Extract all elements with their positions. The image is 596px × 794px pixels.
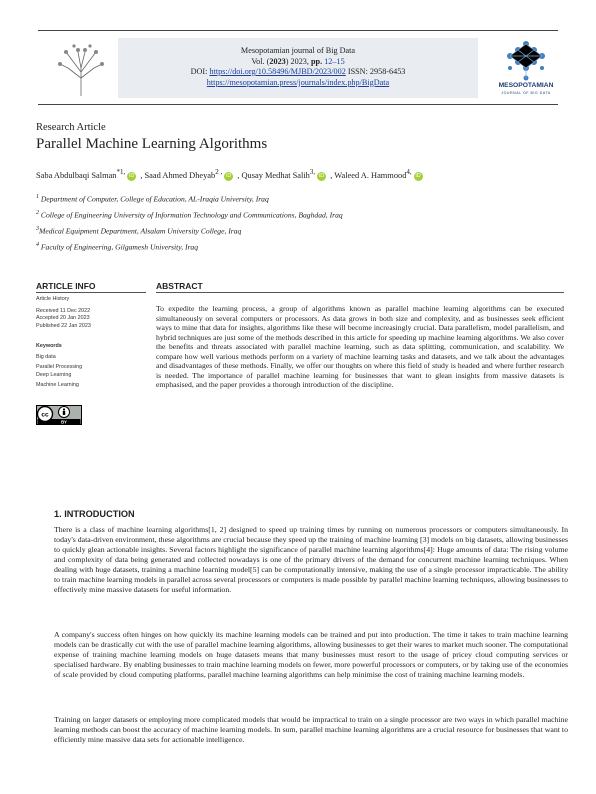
article-title: Parallel Machine Learning Algorithms [36, 136, 268, 152]
logo-subtext: JOURNAL OF BIG DATA [501, 91, 551, 95]
orcid-icon[interactable]: iD [415, 172, 421, 179]
article-history: Article History Received 11 Dec 2022 Accepted 20 Jan 2023 Published 22 Jan 2023 [36, 296, 91, 329]
abstract-rule [156, 292, 564, 293]
article-info-rule [36, 292, 146, 293]
affiliation: $^1$ Department of Computer, College of Education, AL-Iraqia University, Iraq [36, 194, 269, 204]
affiliation: $^4$ Faculty of Engineering, Gilgamesh University, Iraq [36, 242, 199, 252]
abstract-text: To expedite the learning process, a group of algorithms known as parallel machine learning algorithms can be executed simultaneously on several computers or processors. As data grows in both size and complexity, and as businesses seek efficient ways to mine that data for insights, algorithms like these will become increasingly crucial. Data parallelism, model parallelism, and hybrid techniques are just some of the methods described in this article for speeding up machine learning algorithms. We also cover the benefits and threats associated with parallel machine learning, such as data splitting, communication, and scalability. We compare how well various methods perform on a variety of machine learning tasks and datasets, and we talk about the advantages and disadvantages of these methods. Finally, we offer our thoughts on where this field of study is headed and where further research is needed. The importance of parallel machine learning for businesses that want to glean insights from massive datasets is emphasised, and the paper provides a thorough introduction of the discipline. [156, 304, 564, 389]
header-bottom-rule [38, 104, 558, 105]
header-top-rule [38, 30, 558, 31]
article-type: Research Article [36, 122, 106, 133]
affiliation: $^3$Medical Equipment Department, Alsalam University College, Iraq [36, 226, 242, 236]
introduction-heading: 1. INTRODUCTION [54, 509, 135, 519]
journal-doi: DOI: https://doi.org/10.58496/MJBD/2023/002 ISSN: 2958-6453 [190, 67, 406, 76]
cc-by-license-icon[interactable] [36, 405, 82, 425]
author-name: Saba Abdulbaqi Salman [36, 170, 117, 180]
introduction-paragraph-3: Training on larger datasets or employing more complicated models that would be impractical to train on a single processor are two ways in which parallel machine learning methods can boost the accuracy of machine learning models. In sum, parallel machine learning algorithms are a crucial resource for businesses that want to efficiently mine massive data sets for actionable intelligence. [54, 715, 568, 744]
journal-info [118, 46, 478, 88]
keywords-block: Keywords Big data Parallel Processing Deep Learning Machine Learning [36, 343, 83, 388]
svg-text:BY: BY [61, 419, 67, 425]
author-list: Saba Abdulbaqi Salman$^{*1,}$ iD , Saad Ahmed Dheyab$^{2 ,}$ iD , Qusay Medhat Salih$^{3,}$ iD , Waleed A. Hammood$^{4,}$ iD [36, 168, 421, 180]
journal-volume: Vol. (2023) 2023, pp. 12–15 [251, 56, 345, 66]
logo-text: MESOPOTAMIAN [498, 82, 554, 89]
author-name: , Saad Ahmed Dheyab [140, 170, 216, 180]
doi-link[interactable]: https://doi.org/10.58496/MJBD/2023/002 [209, 67, 346, 76]
orcid-icon[interactable]: iD [129, 172, 135, 179]
author-name: , Waleed A. Hammood [330, 170, 407, 180]
journal-name: Mesopotamian journal of Big Data [240, 46, 356, 55]
author-name: , Qusay Medhat Salih [237, 170, 310, 180]
abstract-heading: ABSTRACT [156, 281, 203, 291]
introduction-paragraph-1: There is a class of machine learning algorithms[1, 2] designed to speed up training times by running on numerous processors or computers simultaneously. In today's data-driven environment, these algorithms are crucial because they speed up the training of machine learning [3] models on big datasets, allowing businesses to quickly glean actionable insights. Several factors highlight the significance of parallel machine learning algorithms[4]: Huge amounts of data: The rising volume and complexity of data being generated and collected nowadays is one of the primary drivers of the demand for concurrent machine learning techniques. When dealing with huge datasets, training a machine learning model[5] can be computationally intensive, making the use of a single processor impracticable. The ability to train machine learning models in parallel across several processors or computers is made possible by parallel machine learning techniques, allowing businesses to effectively mine massive datasets for useful information. [54, 525, 568, 594]
article-info-heading: ARTICLE INFO [36, 281, 96, 291]
journal-site-link[interactable]: https://mesopotamian.press/journals/index.php/BigData [206, 77, 390, 87]
orcid-icon[interactable]: iD [319, 172, 325, 179]
affiliation: $^2$ College of Engineering University of Information Technology and Communications, Baghdad, Iraq [36, 210, 343, 220]
orcid-icon[interactable]: iD [226, 172, 232, 179]
svg-text:cc: cc [41, 411, 49, 419]
introduction-paragraph-2: A company's success often hinges on how quickly its machine learning models can be trained and put into production. The time it takes to train machine learning models can be drastically cut with the use of parallel machine learning algorithms, allowing businesses to get their wares to market much sooner. The computational expense of training machine learning models on huge datasets means that many businesses must resort to the usage of pricey cloud computing services or specialised hardware. By enabling businesses to train machine learning models on fewer, more powerful processors or computers, or by taking use of the economies of scale provided by cloud computing platforms, parallel machine learning algorithms can help minimise the cost of training machine learning models. [54, 630, 568, 679]
tree-logo-icon [48, 38, 114, 98]
